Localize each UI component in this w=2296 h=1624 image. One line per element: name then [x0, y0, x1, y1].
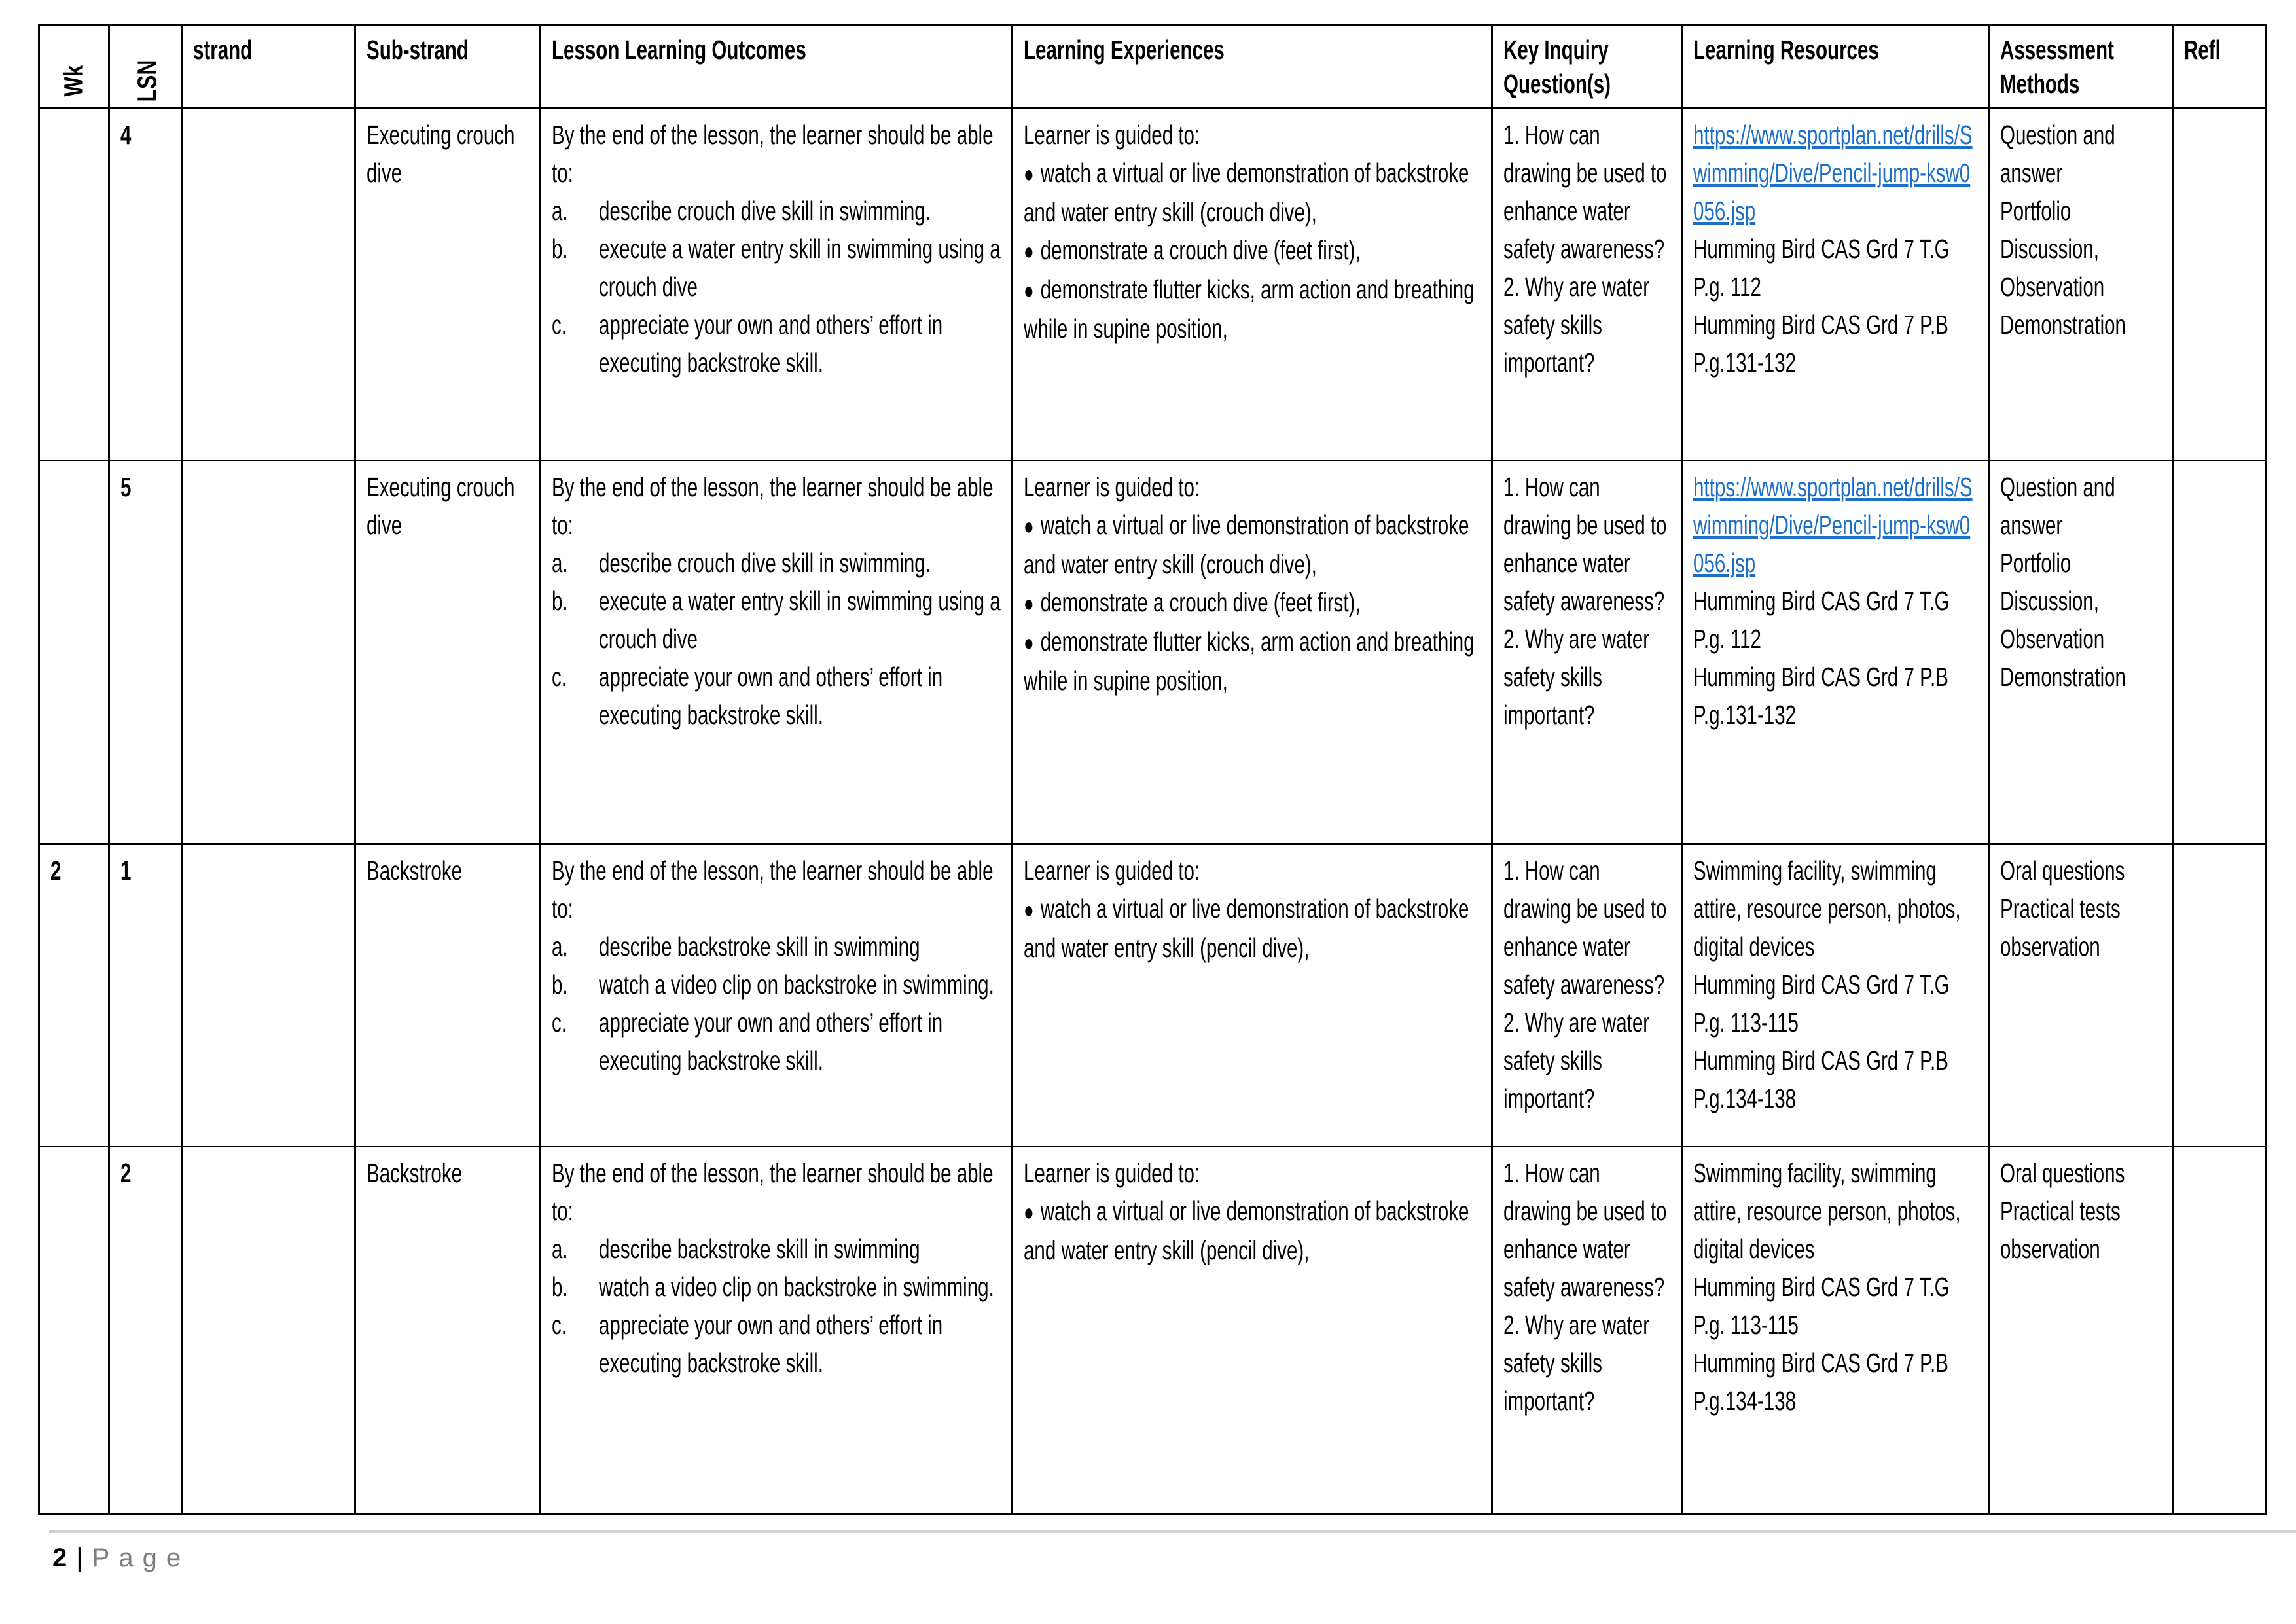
resource-item: Humming Bird CAS Grd 7 T.G P.g. 112	[1693, 586, 1950, 654]
page-footer	[52, 1542, 190, 1574]
bullet-icon: ●	[1024, 896, 1034, 923]
cell-assessment	[1989, 1147, 2173, 1515]
outcome-item: c. appreciate your own and others’ effort in executing backstroke skill.	[552, 310, 943, 378]
cell-experiences	[1013, 844, 1492, 1147]
page-label: Page	[92, 1543, 190, 1572]
table-row	[39, 461, 2266, 844]
cell-lsn: 4	[109, 109, 182, 461]
inquiry-question: 1. How can drawing be used to enhance water safety awareness?	[1503, 120, 1667, 264]
outcome-item: c. appreciate your own and others’ effort in executing backstroke skill.	[552, 1310, 943, 1378]
outcome-item: a. describe backstroke skill in swimming	[552, 931, 920, 962]
assessment-method: observation	[2000, 1234, 2100, 1264]
bullet-icon: ●	[1024, 238, 1034, 264]
inquiry-question: 2. Why are water safety skills important?	[1503, 272, 1650, 378]
cell-resources	[1682, 844, 1989, 1147]
outcome-item: c. appreciate your own and others’ effort in executing backstroke skill.	[552, 1007, 943, 1075]
assessment-method: observation	[2000, 931, 2100, 962]
col-header-outcomes: Lesson Learning Outcomes	[541, 26, 1013, 109]
resource-item: Swimming facility, swimming attire, resource person, photos, digital devices	[1693, 856, 1961, 962]
outcome-item: b. watch a video clip on backstroke in swimming.	[552, 969, 994, 1000]
col-header-inquiry: Key Inquiry Question(s)	[1492, 26, 1682, 109]
outcome-item: b. execute a water entry skill in swimming using a crouch dive	[552, 234, 1001, 302]
assessment-method: Oral questions	[2000, 856, 2125, 886]
cell-wk	[39, 461, 109, 844]
cell-outcomes	[541, 1147, 1013, 1515]
assessment-method: Portfolio	[2000, 548, 2072, 578]
cell-resources	[1682, 1147, 1989, 1515]
experiences-intro: Learner is guided to:	[1024, 1158, 1200, 1188]
outcomes-intro: By the end of the lesson, the learner should be able to:	[552, 120, 994, 188]
col-header-lsn	[109, 26, 182, 109]
assessment-method: Question and answer	[2000, 120, 2115, 188]
bullet-icon: ●	[1024, 1199, 1034, 1225]
experience-item: ● watch a virtual or live demonstration of backstroke and water entry skill (crouch dive),	[1024, 158, 1469, 227]
cell-inquiry	[1492, 461, 1682, 844]
assessment-method: Practical tests	[2000, 893, 2121, 924]
assessment-method: Discussion,	[2000, 586, 2099, 616]
cell-outcomes	[541, 109, 1013, 461]
resource-item: Humming Bird CAS Grd 7 P.B P.g.134-138	[1693, 1348, 1948, 1416]
cell-refl	[2173, 109, 2266, 461]
cell-wk	[39, 109, 109, 461]
cell-strand	[182, 461, 355, 844]
cell-experiences	[1013, 461, 1492, 844]
cell-refl	[2173, 844, 2266, 1147]
footer-divider	[49, 1530, 2296, 1533]
table-header-row	[39, 26, 2266, 109]
resource-item: Humming Bird CAS Grd 7 T.G P.g. 113-115	[1693, 969, 1950, 1038]
assessment-method: Practical tests	[2000, 1196, 2121, 1226]
cell-refl	[2173, 1147, 2266, 1515]
table-row	[39, 109, 2266, 461]
cell-inquiry	[1492, 1147, 1682, 1515]
col-header-experiences: Learning Experiences	[1013, 26, 1492, 109]
cell-resources	[1682, 461, 1989, 844]
experience-item: ● demonstrate flutter kicks, arm action and breathing while in supine position,	[1024, 626, 1475, 696]
cell-strand	[182, 1147, 355, 1515]
col-header-resources: Learning Resources	[1682, 26, 1989, 109]
outcome-item: b. execute a water entry skill in swimming using a crouch dive	[552, 586, 1001, 654]
col-header-assessment: Assessment Methods	[1989, 26, 2173, 109]
experiences-intro: Learner is guided to:	[1024, 472, 1200, 502]
outcome-item: a. describe backstroke skill in swimming	[552, 1234, 920, 1264]
cell-sub-strand: Backstroke	[355, 1147, 541, 1515]
bullet-icon: ●	[1024, 277, 1034, 304]
cell-assessment	[1989, 844, 2173, 1147]
page-number: 2	[52, 1543, 67, 1572]
cell-inquiry	[1492, 844, 1682, 1147]
inquiry-question: 1. How can drawing be used to enhance water safety awareness?	[1503, 856, 1667, 1000]
assessment-method: Demonstration	[2000, 310, 2126, 340]
bullet-icon: ●	[1024, 629, 1034, 656]
assessment-method: Question and answer	[2000, 472, 2115, 540]
cell-lsn: 2	[109, 1147, 182, 1515]
lesson-plan-table	[38, 24, 2267, 1515]
experiences-intro: Learner is guided to:	[1024, 120, 1200, 150]
resource-link[interactable]: https://www.sportplan.net/drills/Swimming/Dive/Pencil-jump-ksw0056.jsp	[1693, 472, 1973, 578]
cell-outcomes	[541, 844, 1013, 1147]
assessment-method: Observation	[2000, 272, 2105, 302]
col-header-strand: strand	[182, 26, 355, 109]
cell-strand	[182, 109, 355, 461]
outcomes-intro: By the end of the lesson, the learner should be able to:	[552, 472, 994, 540]
experience-item: ● demonstrate flutter kicks, arm action and breathing while in supine position,	[1024, 274, 1475, 344]
inquiry-question: 1. How can drawing be used to enhance water safety awareness?	[1503, 472, 1667, 616]
resource-item: Humming Bird CAS Grd 7 T.G P.g. 113-115	[1693, 1272, 1950, 1340]
col-header-wk-label: Wk	[58, 65, 89, 97]
outcomes-intro: By the end of the lesson, the learner should be able to:	[552, 856, 994, 924]
assessment-method: Observation	[2000, 624, 2105, 654]
footer-separator: |	[76, 1543, 83, 1572]
cell-assessment	[1989, 109, 2173, 461]
col-header-sub-strand: Sub-strand	[355, 26, 541, 109]
cell-experiences	[1013, 1147, 1492, 1515]
cell-strand	[182, 844, 355, 1147]
cell-wk	[39, 1147, 109, 1515]
resource-link[interactable]: https://www.sportplan.net/drills/Swimming/Dive/Pencil-jump-ksw0056.jsp	[1693, 120, 1973, 226]
resource-item: Humming Bird CAS Grd 7 P.B P.g.131-132	[1693, 662, 1948, 730]
experiences-intro: Learner is guided to:	[1024, 856, 1200, 886]
cell-assessment	[1989, 461, 2173, 844]
cell-outcomes	[541, 461, 1013, 844]
cell-experiences	[1013, 109, 1492, 461]
bullet-icon: ●	[1024, 513, 1034, 539]
experience-item: ● demonstrate a crouch dive (feet first),	[1024, 235, 1361, 265]
resource-item: Humming Bird CAS Grd 7 P.B P.g.131-132	[1693, 310, 1948, 378]
outcomes-intro: By the end of the lesson, the learner should be able to:	[552, 1158, 994, 1226]
cell-inquiry	[1492, 109, 1682, 461]
inquiry-question: 2. Why are water safety skills important?	[1503, 624, 1650, 730]
inquiry-question: 2. Why are water safety skills important?	[1503, 1310, 1650, 1416]
table-row	[39, 844, 2266, 1147]
col-header-refl: Refl	[2173, 26, 2266, 109]
assessment-method: Portfolio	[2000, 196, 2072, 226]
cell-sub-strand: Executing crouch dive	[355, 109, 541, 461]
assessment-method: Discussion,	[2000, 234, 2099, 264]
inquiry-question: 2. Why are water safety skills important?	[1503, 1007, 1650, 1113]
cell-sub-strand: Executing crouch dive	[355, 461, 541, 844]
col-header-wk	[39, 26, 109, 109]
cell-lsn: 1	[109, 844, 182, 1147]
experience-item: ● watch a virtual or live demonstration of backstroke and water entry skill (pencil dive),	[1024, 893, 1469, 963]
cell-resources	[1682, 109, 1989, 461]
bullet-icon: ●	[1024, 590, 1034, 617]
col-header-lsn-label: LSN	[132, 60, 162, 102]
experience-item: ● watch a virtual or live demonstration of backstroke and water entry skill (pencil dive),	[1024, 1196, 1469, 1265]
resource-item: Humming Bird CAS Grd 7 P.B P.g.134-138	[1693, 1045, 1948, 1113]
resource-item: Humming Bird CAS Grd 7 T.G P.g. 112	[1693, 234, 1950, 302]
outcome-item: a. describe crouch dive skill in swimming.	[552, 548, 931, 578]
outcome-item: a. describe crouch dive skill in swimming.	[552, 196, 931, 226]
table-row	[39, 1147, 2266, 1515]
cell-lsn: 5	[109, 461, 182, 844]
cell-sub-strand: Backstroke	[355, 844, 541, 1147]
outcome-item: b. watch a video clip on backstroke in swimming.	[552, 1272, 994, 1302]
outcome-item: c. appreciate your own and others’ effort in executing backstroke skill.	[552, 662, 943, 730]
cell-wk: 2	[39, 844, 109, 1147]
cell-refl	[2173, 461, 2266, 844]
inquiry-question: 1. How can drawing be used to enhance water safety awareness?	[1503, 1158, 1667, 1302]
resource-item: Swimming facility, swimming attire, resource person, photos, digital devices	[1693, 1158, 1961, 1264]
assessment-method: Oral questions	[2000, 1158, 2125, 1188]
experience-item: ● watch a virtual or live demonstration of backstroke and water entry skill (crouch dive),	[1024, 510, 1469, 579]
bullet-icon: ●	[1024, 160, 1034, 187]
assessment-method: Demonstration	[2000, 662, 2126, 692]
experience-item: ● demonstrate a crouch dive (feet first),	[1024, 587, 1361, 617]
